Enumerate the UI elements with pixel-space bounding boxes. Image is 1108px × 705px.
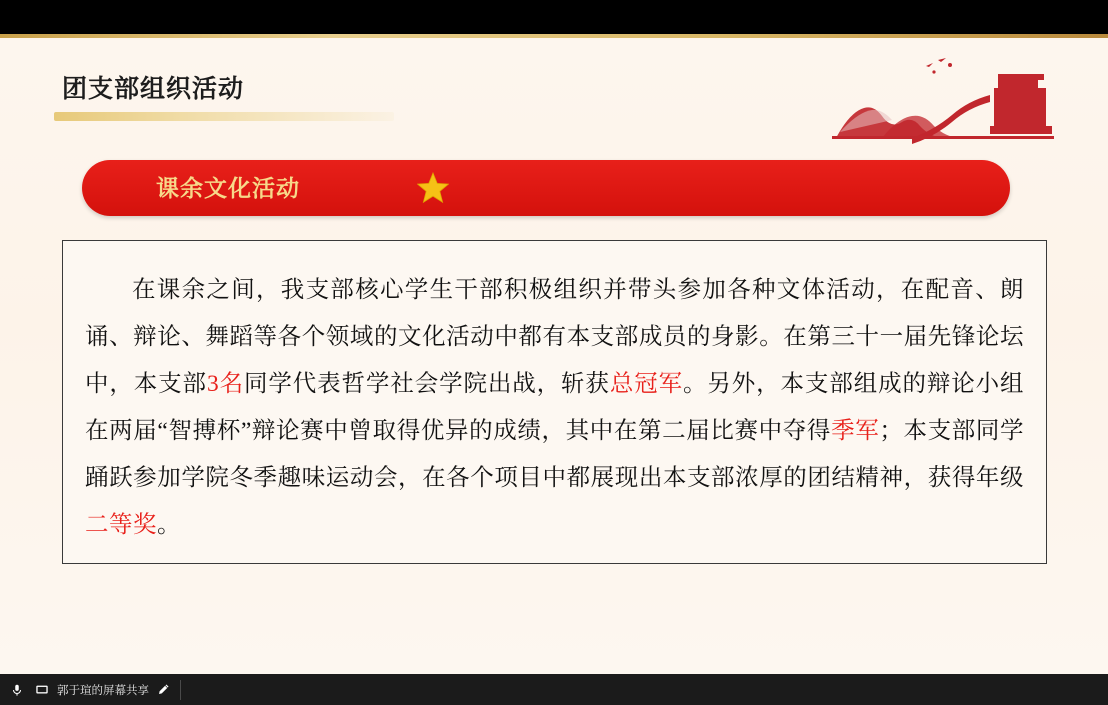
content-text-box <box>62 240 1047 564</box>
highlight-second-prize: 二等奖 <box>85 512 157 538</box>
microphone-icon[interactable] <box>9 682 25 698</box>
body-paragraph <box>63 241 1046 549</box>
text-segment-0: 在课余之间，我支部核心学生干部积极组织并带头参加各种文体活动，在配音、朗诵、辩论、舞蹈等各个领域的文化活动中都有本支部成员的身影。在第三十一届先锋论坛中，本支部 <box>85 277 1024 397</box>
title-underline <box>54 112 394 121</box>
highlight-third-place: 季军 <box>831 418 880 444</box>
text-segment-6: ；本支部同学踊跃参加学院冬季趣味运动会，在各个项目中都展现出本支部浓厚的团结精神，获得年级 <box>85 418 1025 491</box>
section-banner <box>82 160 1010 216</box>
share-status-text: 郭于瑄的屏幕共享 <box>57 684 149 697</box>
highlight-champion: 总冠军 <box>609 371 683 397</box>
text-segment-2: 同学代表哲学社会学院出战，斩获 <box>243 371 610 397</box>
section-banner-label: 课余文化活动 <box>156 175 300 201</box>
highlight-3ming: 3名 <box>206 371 244 397</box>
screen-share-status-bar <box>0 674 1108 705</box>
screen-share-icon[interactable] <box>34 682 50 698</box>
text-segment-8: 。 <box>157 512 181 538</box>
text-segment-4: 。另外，本支部组成的辩论小组在两届“智搏杯”辩论赛中曾取得优异的成绩，其中在第二届比赛中夺得 <box>85 371 1025 444</box>
presentation-slide <box>0 34 1108 674</box>
status-bar-divider <box>180 680 181 700</box>
great-wall-icon <box>830 52 1060 152</box>
page-title: 团支部组织活动 <box>62 75 245 103</box>
star-icon <box>417 172 449 204</box>
pencil-icon[interactable] <box>156 683 170 697</box>
